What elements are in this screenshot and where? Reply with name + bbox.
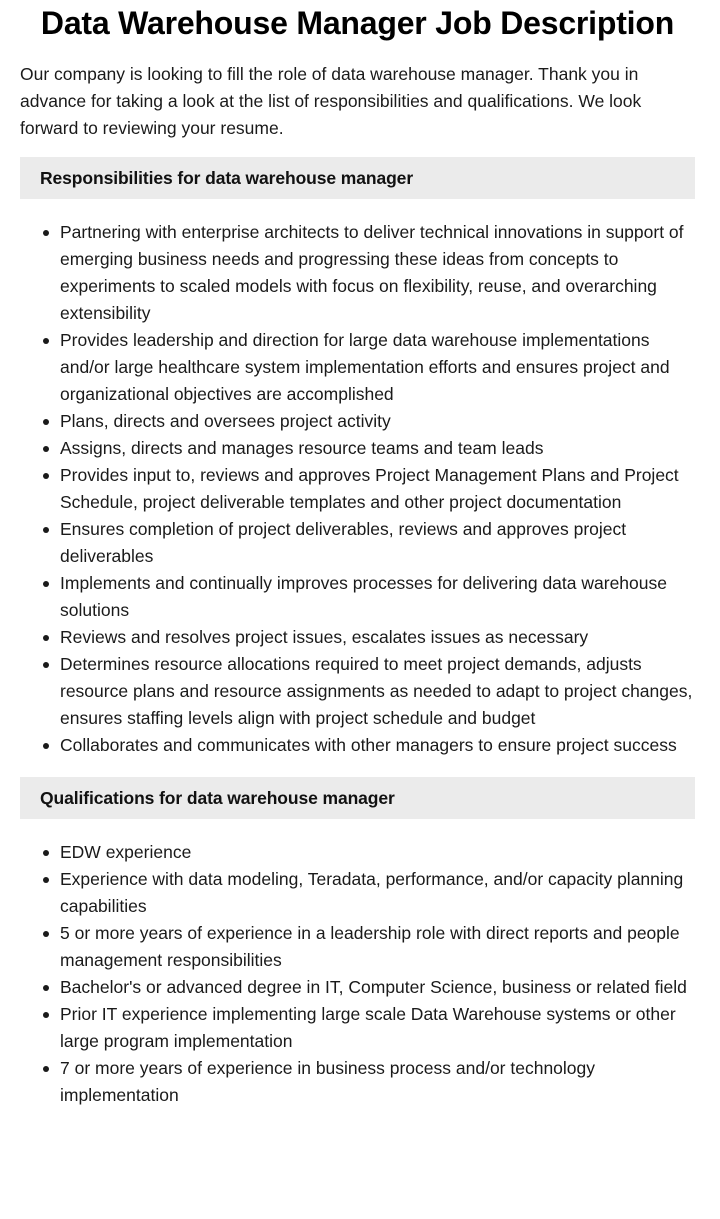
list-item: Implements and continually improves processes for delivering data warehouse solutions [60,570,695,624]
bullet-icon [43,850,49,856]
qualifications-list [20,839,695,1109]
list-item: Determines resource allocations required to meet project demands, adjusts resource plans and resource assignments as needed to adapt to project changes, ensures staffing levels align with project schedule and budget [60,651,695,732]
list-item: Bachelor's or advanced degree in IT, Computer Science, business or related field [60,974,695,1001]
list-item: Provides input to, reviews and approves Project Management Plans and Project Schedule, project deliverable templates and other project documentation [60,462,695,516]
qualifications-heading: Qualifications for data warehouse manager [20,777,695,819]
bullet-icon [43,338,49,344]
bullet-icon [43,1012,49,1018]
list-item: EDW experience [60,839,695,866]
list-item: 5 or more years of experience in a leadership role with direct reports and people management responsibilities [60,920,695,974]
list-item: Partnering with enterprise architects to deliver technical innovations in support of emerging business needs and progressing these ideas from concepts to experiments to scaled models with focus on flexibility, reuse, and overarching extensibility [60,219,695,327]
bullet-icon [43,743,49,749]
bullet-icon [43,527,49,533]
list-item: Plans, directs and oversees project activity [60,408,695,435]
list-item: Experience with data modeling, Teradata, performance, and/or capacity planning capabilities [60,866,695,920]
list-item: Prior IT experience implementing large scale Data Warehouse systems or other large program implementation [60,1001,695,1055]
list-item: Reviews and resolves project issues, escalates issues as necessary [60,624,695,651]
bullet-icon [43,473,49,479]
responsibilities-list [20,219,695,759]
bullet-icon [43,985,49,991]
bullet-icon [43,446,49,452]
bullet-icon [43,635,49,641]
list-item: 7 or more years of experience in business process and/or technology implementation [60,1055,695,1109]
bullet-icon [43,931,49,937]
list-item: Ensures completion of project deliverables, reviews and approves project deliverables [60,516,695,570]
bullet-icon [43,662,49,668]
responsibilities-heading: Responsibilities for data warehouse manager [20,157,695,199]
bullet-icon [43,230,49,236]
list-item: Provides leadership and direction for large data warehouse implementations and/or large healthcare system implementation efforts and ensures project and organizational objectives are accomplished [60,327,695,408]
list-item: Assigns, directs and manages resource teams and team leads [60,435,695,462]
bullet-icon [43,419,49,425]
intro-paragraph: Our company is looking to fill the role of data warehouse manager. Thank you in advance for taking a look at the list of responsibilities and qualifications. We look forward to reviewing your resume. [20,64,642,138]
list-item: Collaborates and communicates with other managers to ensure project success [60,732,695,759]
page-title: Data Warehouse Manager Job Description [40,5,675,41]
bullet-icon [43,877,49,883]
bullet-icon [43,581,49,587]
bullet-icon [43,1066,49,1072]
